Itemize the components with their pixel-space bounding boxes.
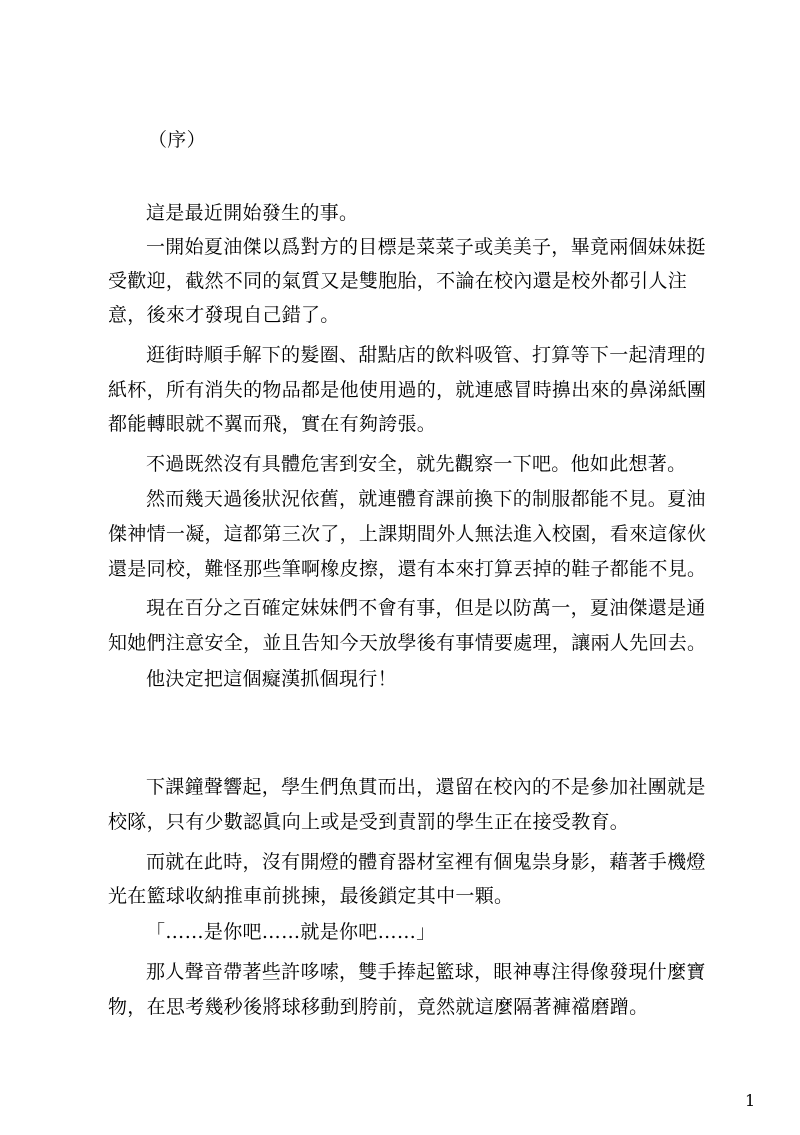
text-line: 那人聲音帶著些許哆嗦，雙手捧起籃球，眼神專注得像發現什麼寶 (146, 961, 706, 983)
text-line: 光在籃球收納推車前挑揀，最後鎖定其中一顆。 (108, 885, 514, 907)
text-line: 意，後來才發現自己錯了。 (108, 304, 340, 326)
text-line: 還是同校，難怪那些筆啊橡皮擦，還有本來打算丟掉的鞋子都能不見。 (108, 558, 707, 580)
text-line: 傑神情一凝，這都第三次了，上課期間外人無法進入校園，看來這傢伙 (108, 523, 707, 545)
text-line: 逛街時順手解下的髮圈、甜點店的飲料吸管、打算等下一起清理的 (146, 344, 706, 366)
text-line: 下課鐘聲響起，學生們魚貫而出，還留在校內的不是參加社團就是 (146, 776, 706, 798)
page-number: 1 (745, 1091, 756, 1110)
text-line: 「……是你吧……就是你吧……」 (146, 921, 436, 943)
preface-heading: （序） (148, 129, 206, 151)
text-line: 都能轉眼就不翼而飛，實在有夠誇張。 (108, 413, 437, 435)
text-line: 而就在此時，沒有開燈的體育器材室裡有個鬼祟身影，藉著手機燈 (146, 851, 706, 873)
text-line: 受歡迎，截然不同的氣質又是雙胞胎，不論在校內還是校外都引人注 (108, 270, 688, 292)
text-line: 物，在思考幾秒後將球移動到胯前，竟然就這麼隔著褲襠磨蹭。 (108, 996, 649, 1018)
text-line: 校隊，只有少數認眞向上或是受到責罰的學生正在接受教育。 (108, 811, 630, 833)
text-line: 他決定把這個癡漢抓個現行！ (146, 668, 397, 690)
text-line: 知她們注意安全，並且告知今天放學後有事情要處理，讓兩人先回去。 (108, 632, 707, 654)
text-line: 紙杯，所有消失的物品都是他使用過的，就連感冒時擤出來的鼻涕紙團 (108, 379, 707, 401)
text-line: 現在百分之百確定妹妹們不會有事，但是以防萬一，夏油傑還是通 (146, 597, 706, 619)
text-line: 一開始夏油傑以爲對方的目標是菜菜子或美美子，畢竟兩個妹妹挺 (146, 236, 706, 258)
text-line: 不過既然沒有具體危害到安全，就先觀察一下吧。他如此想著。 (146, 453, 687, 475)
text-line: 然而幾天過後狀況依舊，就連體育課前換下的制服都能不見。夏油 (146, 488, 706, 510)
text-line: 這是最近開始發生的事。 (146, 202, 359, 224)
